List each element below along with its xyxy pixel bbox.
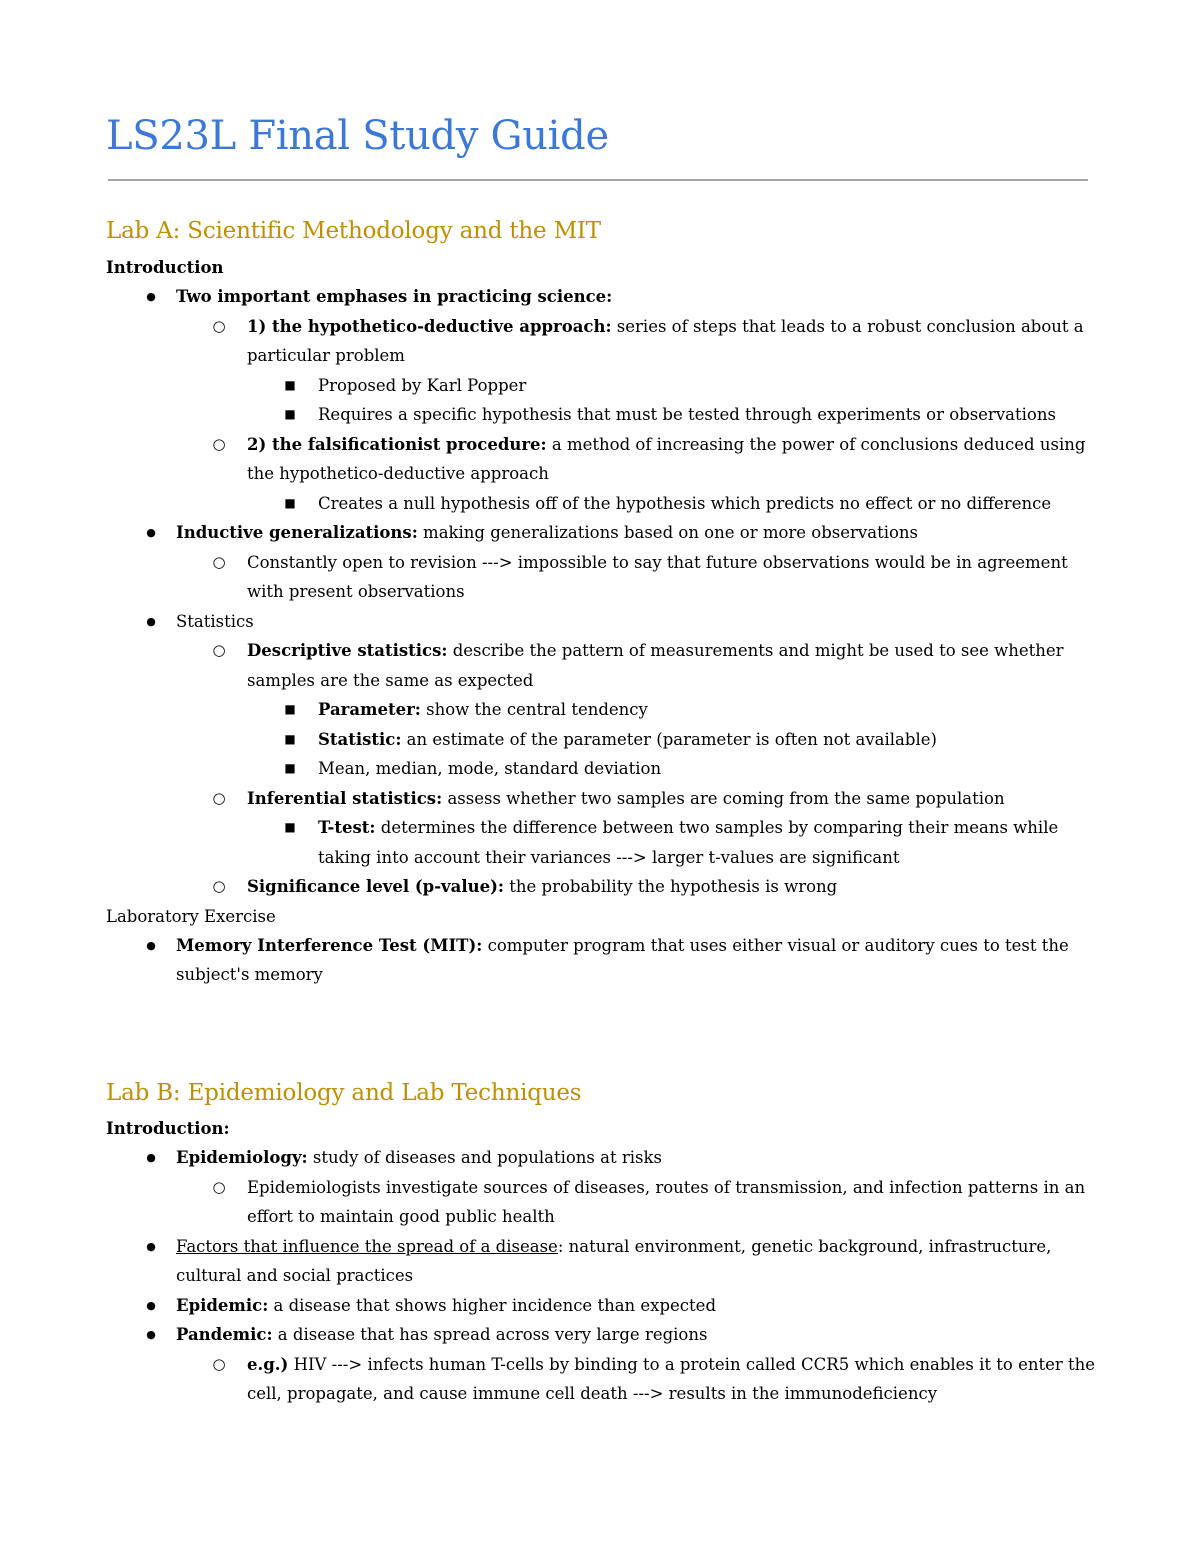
bullet-circle-icon: ○ <box>212 877 226 895</box>
bullet-disc-icon: ● <box>146 1328 156 1341</box>
bullet-disc-icon: ● <box>146 614 156 628</box>
list-item: ● Epidemiology: study of diseases and populations at risks <box>176 1143 1106 1173</box>
bullet-circle-icon: ○ <box>212 434 226 453</box>
list-item: ○ 2) the falsificationist procedure: a method of increasing the power of conclusions deduced using the hypothetico-deductive approach <box>247 430 1106 489</box>
lab-b-section <box>106 1078 1106 1409</box>
list-item: ● Memory Interference Test (MIT): computer program that uses either visual or auditory cues to test the subject's memory <box>176 931 1106 990</box>
lab-a-section <box>106 216 1106 990</box>
bullet-square-icon: ■ <box>284 702 296 716</box>
bullet-circle-icon: ○ <box>212 1354 226 1373</box>
bullet-square-icon: ■ <box>284 495 296 510</box>
bullet-square-icon: ■ <box>284 407 296 421</box>
list-item: ○ e.g.) HIV ---> infects human T-cells by binding to a protein called CCR5 which enables it to enter the cell, propagate, and cause immune cell death ---> results in the immunodeficiency <box>247 1350 1106 1409</box>
bullet-disc-icon: ● <box>146 1151 156 1164</box>
bullet-square-icon: ■ <box>284 731 296 746</box>
list-item: ○ 1) the hypothetico-deductive approach: series of steps that leads to a robust conclusion about a particular problem <box>247 312 1106 371</box>
list-item: ■ Mean, median, mode, standard deviation <box>318 754 1106 784</box>
bullet-circle-icon: ○ <box>212 316 226 335</box>
list-item: ○ Significance level (p-value): the probability the hypothesis is wrong <box>247 872 1106 902</box>
bullet-circle-icon: ○ <box>212 1177 226 1196</box>
lab-b-intro-list <box>106 1143 1106 1409</box>
bullet-disc-icon: ● <box>146 526 156 539</box>
bullet-disc-icon: ● <box>146 290 156 303</box>
bullet-disc-icon: ● <box>146 938 156 952</box>
list-item: ○ Inferential statistics: assess whether two samples are coming from the same population <box>247 784 1106 814</box>
list-item: ■ Parameter: show the central tendency <box>318 695 1106 725</box>
list-item: ● Factors that influence the spread of a disease: natural environment, genetic background, infrastructure, cultural and social practices <box>176 1232 1106 1291</box>
list-item: ● Pandemic: a disease that has spread across very large regions <box>176 1320 1106 1350</box>
bullet-circle-icon: ○ <box>212 552 226 571</box>
list-item: ● Epidemic: a disease that shows higher incidence than expected <box>176 1291 1106 1321</box>
bullet-disc-icon: ● <box>146 1239 156 1253</box>
list-item: ● Statistics <box>176 607 1106 637</box>
bullet-circle-icon: ○ <box>212 641 226 659</box>
lab-b-introduction-heading: Introduction: <box>106 1119 230 1138</box>
bullet-square-icon: ■ <box>284 820 296 834</box>
list-item: ■ Requires a specific hypothesis that must be tested through experiments or observations <box>318 400 1106 430</box>
laboratory-exercise-heading: Laboratory Exercise <box>106 906 276 926</box>
list-item: ○ Epidemiologists investigate sources of diseases, routes of transmission, and infection patterns in an effort to maintain good public health <box>247 1173 1106 1232</box>
list-item: ■ T-test: determines the difference between two samples by comparing their means while taking into account their variances ---> larger t-values are significant <box>318 813 1106 872</box>
lab-b-heading: Lab B: Epidemiology and Lab Techniques <box>106 1080 582 1106</box>
bullet-circle-icon: ○ <box>212 788 226 807</box>
list-item: ■ Proposed by Karl Popper <box>318 371 1106 401</box>
list-item: ■ Statistic: an estimate of the parameter (parameter is often not available) <box>318 725 1106 755</box>
lab-a-exercise-list <box>106 931 1106 990</box>
bullet-disc-icon: ● <box>146 1298 156 1312</box>
bullet-square-icon: ■ <box>284 761 296 775</box>
list-item: ○ Descriptive statistics: describe the pattern of measurements and might be used to see whether samples are the same as expected <box>247 636 1106 695</box>
title-divider <box>108 179 1088 181</box>
list-item: ● Two important emphases in practicing science: <box>176 282 1106 312</box>
lab-a-introduction-heading: Introduction <box>106 258 224 277</box>
list-item: ○ Constantly open to revision ---> impossible to say that future observations would be in agreement with present observations <box>247 548 1106 607</box>
list-item: ■ Creates a null hypothesis off of the hypothesis which predicts no effect or no difference <box>318 489 1106 519</box>
list-item: ● Inductive generalizations: making generalizations based on one or more observations <box>176 518 1106 548</box>
lab-a-intro-list <box>106 282 1106 902</box>
lab-a-heading: Lab A: Scientific Methodology and the MIT <box>106 218 601 244</box>
document-title: LS23L Final Study Guide <box>106 113 609 159</box>
bullet-square-icon: ■ <box>284 377 296 392</box>
